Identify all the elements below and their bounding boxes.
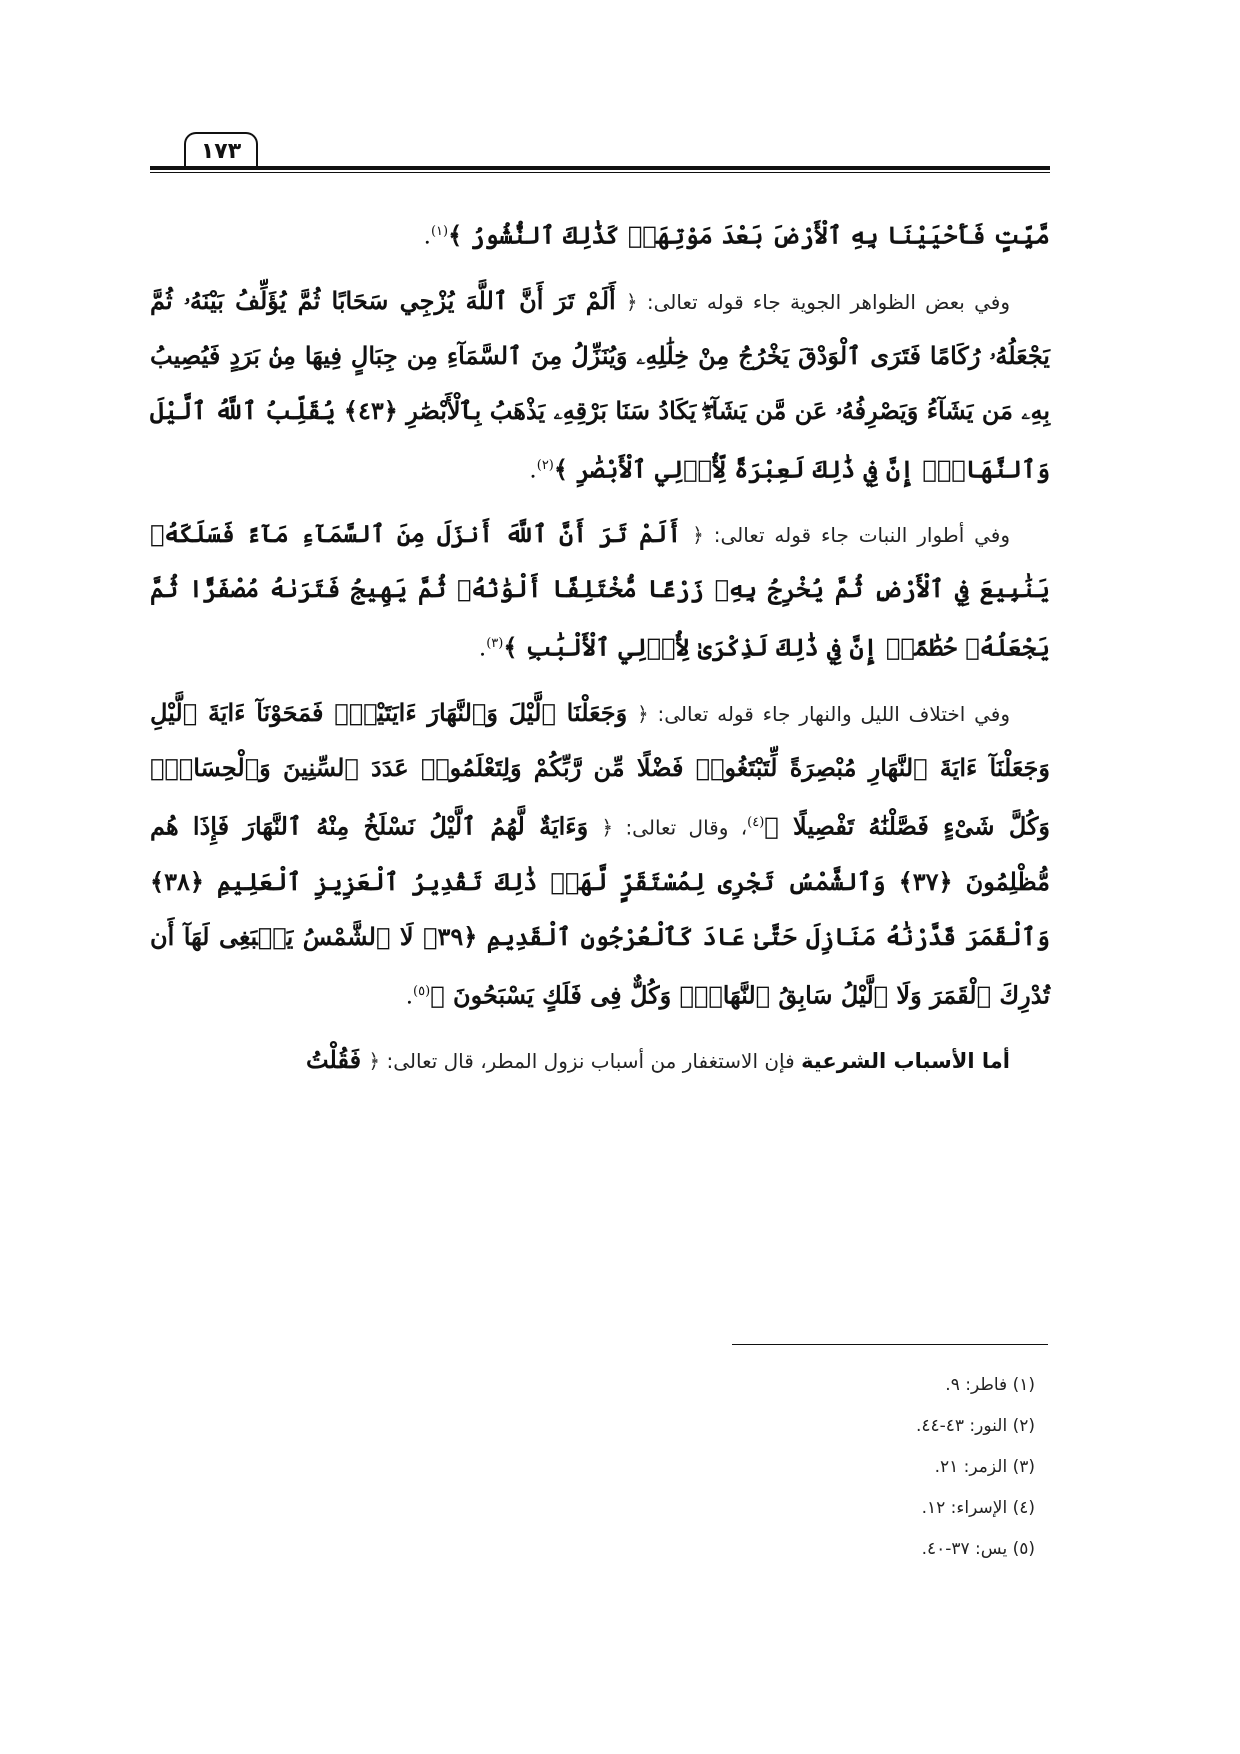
footnote-3: (٣) الزمر: ٢١. bbox=[934, 1457, 1035, 1477]
paragraph-4 bbox=[150, 686, 1050, 1023]
paragraph-2 bbox=[150, 274, 1050, 498]
header-rule-thin bbox=[150, 172, 1050, 173]
body-text bbox=[150, 205, 1050, 1088]
footnote-5: (٥) يس: ٣٧-٤٠. bbox=[921, 1539, 1035, 1559]
quran-verse: مَّيِّتٍ فَأَحْيَيْنَا بِهِ ٱلْأَرْضَ بَعْدَ مَوْتِهَاۚ كَذَٰلِكَ ٱلنُّشُورُ ﴾ bbox=[448, 220, 1050, 250]
paragraph-3 bbox=[150, 507, 1050, 676]
quran-verse: أَلَمْ تَرَ أَنَّ ٱللَّهَ أَنزَلَ مِنَ ٱلسَّمَآءِ مَآءً فَسَلَكَهُۥ يَنَٰبِيعَ فِي ٱلْأَرْضِ ثُمَّ يُخْرِجُ بِهِۦ زَرْعًا مُّخْتَلِفًا أَلْوَٰنُهُۥ ثُمَّ يَهِيجُ فَتَرَىٰهُ مُصْفَرًّا ثُمَّ يَجْعَلُهُۥ حُطَٰمًاۚ إِنَّ فِي ذَٰلِكَ لَذِكْرَىٰ لِأُو۟لِي ٱلْأَلْبَٰبِ ﴾ bbox=[150, 519, 1050, 662]
footnote-marker: (٣) bbox=[486, 636, 504, 652]
paragraph-5 bbox=[150, 1033, 1050, 1088]
footnote-separator bbox=[732, 1344, 1048, 1345]
footnote-1: (١) فاطر: ٩. bbox=[945, 1375, 1035, 1395]
header-rule bbox=[150, 166, 1050, 170]
sentence-end: . bbox=[405, 983, 414, 1010]
footnote-2: (٢) النور: ٤٣-٤٤. bbox=[915, 1416, 1035, 1436]
page-number: ١٧٣ bbox=[184, 132, 258, 168]
footnotes bbox=[150, 1365, 1035, 1570]
intro-text: وفي بعض الظواهر الجوية جاء قوله تعالى: ﴿ bbox=[625, 289, 1011, 314]
footnote-marker: (٥) bbox=[413, 983, 431, 999]
quran-verse-2: وَءَايَةٌ لَّهُمُ ٱلَّيْلُ نَسْلَخُ مِنْهُ ٱلنَّهَارَ فَإِذَا هُم مُّظْلِمُونَ ﴿٣٧﴾ وَٱلشَّمْسُ تَجْرِى لِمُسْتَقَرٍّ لَّهَاۚ ذَٰلِكَ تَقْدِيرُ ٱلْعَزِيزِ ٱلْعَلِيمِ ﴿٣٨﴾ وَٱلْقَمَرَ قَدَّرْنَٰهُ مَنَازِلَ حَتَّىٰ عَادَ كَٱلْعُرْجُونِ ٱلْقَدِيمِ ﴿٣٩﴾ لَا ٱلشَّمْسُ يَنۢبَغِى لَهَآ أَن تُدْرِكَ ٱلْقَمَرَ وَلَا ٱلَّيْلُ سَابِقُ ٱلنَّهَارِۚ وَكُلٌّ فِى فَلَكٍ يَسْبَحُونَ ﴾ bbox=[150, 811, 1050, 1010]
footnote-marker: (٢) bbox=[536, 457, 554, 473]
sentence-end: . bbox=[478, 635, 487, 662]
quran-verse: فَقُلْتُ bbox=[305, 1045, 362, 1075]
quran-verse: أَلَمْ تَرَ أَنَّ ٱللَّهَ يُزْجِي سَحَابًا ثُمَّ يُؤَلِّفُ بَيْنَهُۥ ثُمَّ يَجْعَلُهُۥ رُكَامًا فَتَرَى ٱلْوَدْقَ يَخْرُجُ مِنْ خِلَٰلِهِۦ وَيُنَزِّلُ مِنَ ٱلسَّمَآءِ مِن جِبَالٍ فِيهَا مِنۢ بَرَدٍ فَيُصِيبُ بِهِۦ مَن يَشَآءُ وَيَصْرِفُهُۥ عَن مَّن يَشَآءُۖ يَكَادُ سَنَا بَرْقِهِۦ يَذْهَبُ بِٱلْأَبْصَٰرِ ﴿٤٣﴾ يُقَلِّبُ ٱللَّهُ ٱلَّيْلَ وَٱلنَّهَارَۚ إِنَّ فِي ذَٰلِكَ لَعِبْرَةً لِّأُو۟لِي ٱلْأَبْصَٰرِ ﴾ bbox=[150, 285, 1051, 484]
sentence-end: . bbox=[423, 223, 431, 250]
sentence-end: . bbox=[529, 457, 537, 484]
page-header bbox=[150, 128, 1050, 168]
section-lead: أما الأسباب الشرعية bbox=[801, 1049, 1010, 1074]
connector-text: ، وقال تعالى: ﴿ bbox=[601, 815, 748, 840]
intro-text: وفي أطوار النبات جاء قوله تعالى: ﴿ bbox=[692, 523, 1011, 548]
intro-text: وفي اختلاف الليل والنهار جاء قوله تعالى: ﴿ bbox=[636, 701, 1010, 726]
intro-text: فإن الاستغفار من أسباب نزول المطر، قال تعالى: ﴿ bbox=[368, 1049, 802, 1074]
quran-verse: وَجَعَلْنَا ٱلَّيْلَ وَٱلنَّهَارَ ءَايَتَيْنِۖ فَمَحَوْنَآ ءَايَةَ ٱلَّيْلِ وَجَعَلْنَآ ءَايَةَ ٱلنَّهَارِ مُبْصِرَةً لِّتَبْتَغُوا۟ فَضْلًا مِّن رَّبِّكُمْ وَلِتَعْلَمُوا۟ عَدَدَ ٱلسِّنِينَ وَٱلْحِسَابَۚ وَكُلَّ شَىْءٍ فَصَّلْنَٰهُ تَفْصِيلًا ﴾ bbox=[150, 697, 1051, 841]
footnote-marker: (٤) bbox=[747, 814, 765, 830]
footnote-marker: (١) bbox=[430, 224, 449, 239]
footnote-4: (٤) الإسراء: ١٢. bbox=[921, 1498, 1035, 1518]
paragraph-1 bbox=[150, 205, 1050, 264]
